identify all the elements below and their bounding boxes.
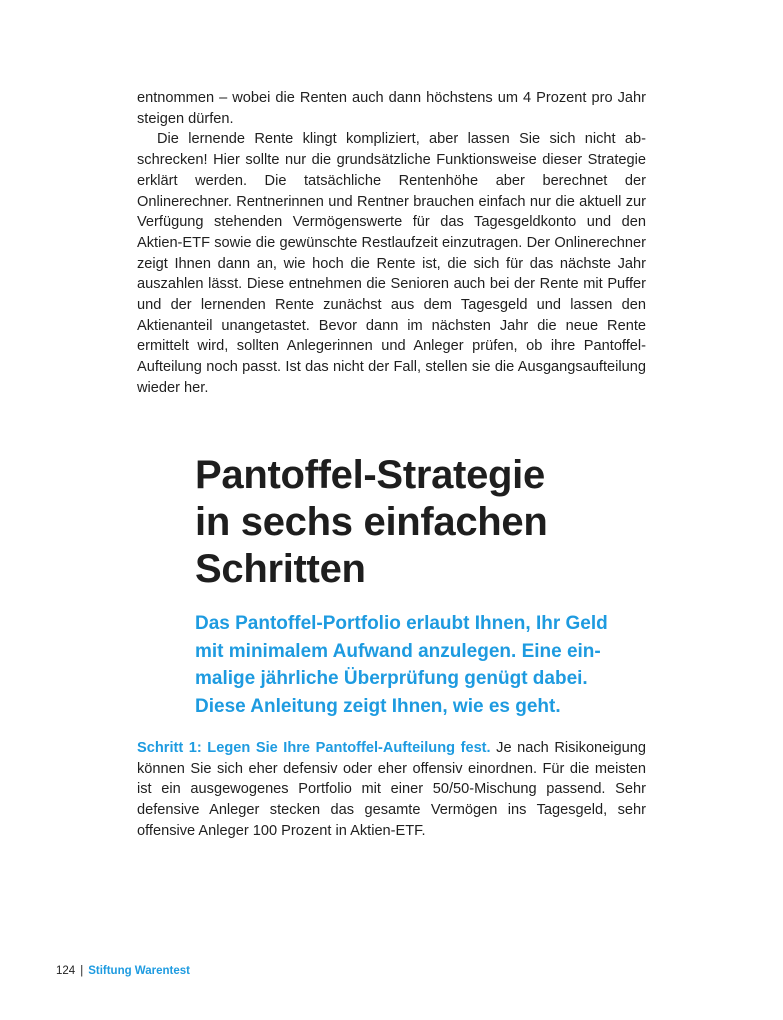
lead-line-3: malige jährliche Überprüfung genügt dabei. <box>195 668 588 689</box>
heading-line-1: Pantoffel-Strategie <box>195 453 545 497</box>
publisher-name: Stiftung Warentest <box>88 965 190 977</box>
section-heading <box>195 452 655 593</box>
paragraph-continued: entnommen – wobei die Renten auch dann höchstens um 4 Prozent pro Jahr steigen dürfen. <box>137 90 646 127</box>
lead-line-2: mit minimalem Aufwand anzulegen. Eine ein- <box>195 640 601 662</box>
paragraph-lernende-rente: Die lernende Rente klingt kompliziert, aber lassen Sie sich nicht abschrecken! Hier sollte nur die grundsätzliche Funktionsweise dieser Strategie erklärt werden. Die tatsächliche Rentenhöhe aber berechnet der Onlinerechner. Rentnerinnen und Rentner brauchen einfach nur die aktuell zur Verfügung stehenden Vermögenswerte für das Tagesgeldkonto und den Aktien-ETF sowie die gewünschte Restlaufzeit einzutragen. Der Onlinerechner zeigt Ihnen dann an, wie hoch die Rente ist, die sich für das nächste Jahr auszahlen lässt. Diese entnehmen die Senioren auch bei der Rente mit Puffer und der lernenden Rente zunächst aus dem Tagesgeld und lassen den Aktienanteil unangetastet. Bevor dann im nächsten Jahr die neue Rente ermittelt wird, sollten Anlegerinnen und Anleger prüfen, ob ihre Pantoffel-Aufteilung noch passt. Ist das nicht der Fall, stellen sie die Ausgangsaufteilung wieder her. <box>137 131 646 396</box>
step-1-text: Je nach Risikoneigung können Sie sich eher defensiv oder eher offensiv einordnen. Für die meisten ist ein ausgewogenes Portfolio mit einer 50/50-Mischung passend. Sehr defensive Anleger stecken das gesamte Vermögen ins Tagesgeld, sehr offensive Anleger 100 Prozent in Aktien-ETF. <box>137 740 647 839</box>
lead-line-1: Das Pantoffel-Portfolio erlaubt Ihnen, Ihr Geld <box>195 613 608 634</box>
lead-line-4: Diese Anleitung zeigt Ihnen, wie es geht. <box>195 695 561 717</box>
page-number: 124 <box>56 965 76 977</box>
section-lead <box>195 610 655 720</box>
footer-separator: | <box>80 965 84 977</box>
step-1 <box>137 738 646 842</box>
step-1-label: Schritt 1: Legen Sie Ihre Pantoffel-Aufteilung fest. <box>137 740 491 756</box>
heading-line-3: Schritten <box>195 547 366 591</box>
heading-line-2: in sechs einfachen <box>195 500 548 544</box>
body-text <box>137 88 646 399</box>
page-footer <box>56 963 190 979</box>
